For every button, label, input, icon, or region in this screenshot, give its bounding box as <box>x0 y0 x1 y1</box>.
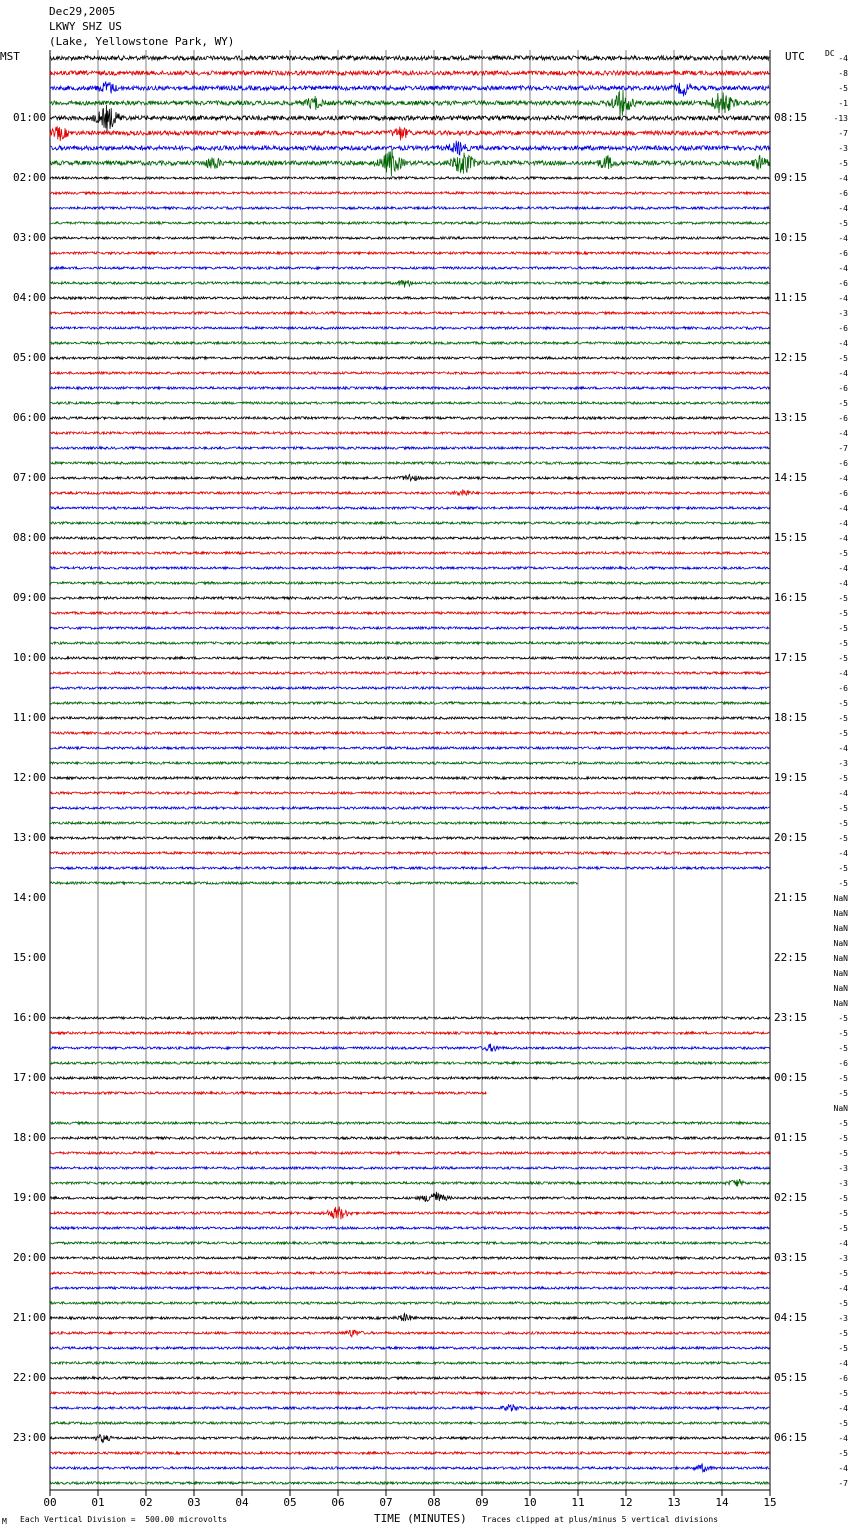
clip-note: Traces clipped at plus/minus 5 vertical divisions <box>482 1515 719 1524</box>
x-tick-label: 01 <box>91 1496 105 1509</box>
trace-72 <box>50 1137 769 1139</box>
dc-offset: -5 <box>838 1029 848 1038</box>
dc-offset: -5 <box>838 774 848 783</box>
dc-offset: -4 <box>838 264 848 273</box>
trace-23 <box>50 402 769 404</box>
left-hour-label: 16:00 <box>13 1011 47 1024</box>
trace-80 <box>50 1257 769 1259</box>
dc-offset: -3 <box>838 1314 848 1323</box>
dc-offset: -4 <box>838 519 848 528</box>
trace-39 <box>50 642 769 644</box>
dc-offset: -5 <box>838 804 848 813</box>
trace-49 <box>50 792 769 794</box>
trace-52 <box>50 837 769 839</box>
right-hour-label: 20:15 <box>774 831 808 844</box>
left-hour-label: 18:00 <box>13 1131 47 1144</box>
dc-offset: -4 <box>838 1464 848 1473</box>
dc-offset: -5 <box>838 639 848 648</box>
right-hour-label: 23:15 <box>774 1011 808 1024</box>
trace-41 <box>50 672 769 674</box>
dc-offset: -5 <box>838 1299 848 1308</box>
right-hour-label: 09:15 <box>774 171 808 184</box>
right-hour-label: 21:15 <box>774 891 808 904</box>
trace-65 <box>50 1032 769 1034</box>
trace-0 <box>50 56 769 60</box>
dc-offset: -3 <box>838 144 848 153</box>
x-tick-label: 06 <box>331 1496 345 1509</box>
dc-offset: -4 <box>838 1284 848 1293</box>
trace-47 <box>50 762 769 764</box>
right-hour-label: 03:15 <box>774 1251 808 1264</box>
left-hour-label: 04:00 <box>13 291 47 304</box>
trace-21 <box>50 372 769 374</box>
trace-48 <box>50 777 769 779</box>
x-tick-label: 08 <box>427 1496 441 1509</box>
trace-38 <box>50 627 769 629</box>
dc-offset: -5 <box>838 819 848 828</box>
left-hour-label: 20:00 <box>13 1251 47 1264</box>
right-hour-label: 01:15 <box>774 1131 808 1144</box>
dc-offset: -5 <box>838 1224 848 1233</box>
trace-8 <box>50 177 769 179</box>
right-hour-label: 22:15 <box>774 951 808 964</box>
dc-offset: -4 <box>838 789 848 798</box>
trace-5 <box>50 126 769 141</box>
x-tick-label: 02 <box>139 1496 153 1509</box>
left-hour-label: 06:00 <box>13 411 47 424</box>
dc-offset: -6 <box>838 324 848 333</box>
dc-offset: -4 <box>838 369 848 378</box>
trace-71 <box>50 1122 769 1124</box>
dc-offset: -5 <box>838 729 848 738</box>
trace-44 <box>50 717 769 719</box>
dc-offset: -3 <box>838 1254 848 1263</box>
trace-88 <box>50 1377 769 1379</box>
trace-82 <box>50 1287 769 1289</box>
dc-offset: -4 <box>838 564 848 573</box>
dc-offset: -5 <box>838 594 848 603</box>
trace-40 <box>50 657 769 659</box>
header-location: (Lake, Yellowstone Park, WY) <box>49 35 235 48</box>
trace-95 <box>50 1482 769 1484</box>
trace-37 <box>50 612 769 614</box>
x-tick-label: 09 <box>475 1496 489 1509</box>
trace-50 <box>50 807 769 809</box>
trace-84 <box>50 1313 769 1321</box>
dc-offset: -5 <box>838 834 848 843</box>
trace-76 <box>50 1192 769 1202</box>
x-axis-title: TIME (MINUTES) <box>374 1512 467 1525</box>
trace-15 <box>50 280 769 288</box>
dc-offset: NaN <box>833 1104 848 1113</box>
right-hour-label: 16:15 <box>774 591 808 604</box>
right-hour-label: 08:15 <box>774 111 808 124</box>
right-hour-label: 19:15 <box>774 771 808 784</box>
trace-93 <box>50 1452 769 1454</box>
dc-offset: -4 <box>838 579 848 588</box>
right-hour-label: 17:15 <box>774 651 808 664</box>
trace-1 <box>50 71 769 75</box>
trace-46 <box>50 747 769 749</box>
right-hour-label: 10:15 <box>774 231 808 244</box>
right-hour-label: 04:15 <box>774 1311 808 1324</box>
x-tick-label: 03 <box>187 1496 201 1509</box>
trace-90 <box>50 1404 769 1411</box>
trace-64 <box>50 1017 769 1019</box>
trace-33 <box>50 552 769 554</box>
dc-offset: -5 <box>838 1074 848 1083</box>
trace-53 <box>50 852 769 854</box>
dc-offset: -4 <box>838 174 848 183</box>
dc-offset: -5 <box>838 1449 848 1458</box>
dc-offset: -6 <box>838 384 848 393</box>
header-date: Dec29,2005 <box>49 5 116 18</box>
trace-27 <box>50 462 769 464</box>
dc-offset: -6 <box>838 1374 848 1383</box>
dc-offset: -4 <box>838 849 848 858</box>
x-tick-label: 12 <box>619 1496 633 1509</box>
dc-offset: -5 <box>838 1044 848 1053</box>
left-hour-label: 11:00 <box>13 711 47 724</box>
dc-offset: -4 <box>838 534 848 543</box>
trace-75 <box>50 1179 769 1186</box>
x-tick-label: 11 <box>571 1496 585 1509</box>
dc-offset: -4 <box>838 234 848 243</box>
trace-55 <box>50 882 577 884</box>
left-hour-label: 08:00 <box>13 531 47 544</box>
scale-note: Each Vertical Division = 500.00 microvolts <box>20 1515 228 1524</box>
trace-14 <box>50 267 769 269</box>
trace-66 <box>50 1044 769 1052</box>
trace-42 <box>50 687 769 689</box>
left-hour-label: 19:00 <box>13 1191 47 1204</box>
x-tick-label: 13 <box>667 1496 681 1509</box>
dc-offset: -5 <box>838 654 848 663</box>
dc-offset: -6 <box>838 684 848 693</box>
dc-offset: -5 <box>838 549 848 558</box>
dc-offset: -3 <box>838 309 848 318</box>
trace-35 <box>50 582 769 584</box>
trace-9 <box>50 192 769 194</box>
dc-offset: -4 <box>838 1434 848 1443</box>
right-hour-label: 18:15 <box>774 711 808 724</box>
trace-36 <box>50 597 769 599</box>
dc-offset: -5 <box>838 879 848 888</box>
left-hour-label: 09:00 <box>13 591 47 604</box>
x-axis <box>43 1490 776 1509</box>
dc-offset: NaN <box>833 969 848 978</box>
trace-22 <box>50 387 769 389</box>
dc-offset: -5 <box>838 1209 848 1218</box>
dc-offset: -5 <box>838 399 848 408</box>
left-hour-label: 05:00 <box>13 351 47 364</box>
dc-offset: -4 <box>838 504 848 513</box>
trace-19 <box>50 342 769 344</box>
right-axis-label: UTC <box>785 50 805 63</box>
dc-offset: -3 <box>838 1179 848 1188</box>
trace-81 <box>50 1272 769 1274</box>
trace-73 <box>50 1152 769 1154</box>
dc-offset: NaN <box>833 894 848 903</box>
dc-offset: -4 <box>838 744 848 753</box>
dc-offset: -5 <box>838 1194 848 1203</box>
dc-offset: -5 <box>838 1389 848 1398</box>
trace-92 <box>50 1435 769 1443</box>
dc-offset: -5 <box>838 1329 848 1338</box>
trace-30 <box>50 507 769 509</box>
dc-offset: -5 <box>838 1089 848 1098</box>
x-tick-label: 05 <box>283 1496 297 1509</box>
trace-group <box>50 56 769 1484</box>
trace-94 <box>50 1463 769 1472</box>
dc-offset: -5 <box>838 609 848 618</box>
trace-85 <box>50 1330 769 1337</box>
dc-offset: -3 <box>838 1164 848 1173</box>
trace-83 <box>50 1302 769 1304</box>
trace-45 <box>50 732 769 734</box>
dc-offset: -5 <box>838 1419 848 1428</box>
x-tick-label: 14 <box>715 1496 729 1509</box>
right-hour-label: 06:15 <box>774 1431 808 1444</box>
x-tick-label: 07 <box>379 1496 393 1509</box>
dc-offset: -5 <box>838 159 848 168</box>
trace-77 <box>50 1206 769 1219</box>
dc-offset: -4 <box>838 204 848 213</box>
trace-25 <box>50 432 769 434</box>
left-hour-label: 12:00 <box>13 771 47 784</box>
dc-offset: -4 <box>838 669 848 678</box>
left-hour-label: 22:00 <box>13 1371 47 1384</box>
trace-87 <box>50 1362 769 1364</box>
dc-offset: -4 <box>838 429 848 438</box>
dc-offset: -5 <box>838 1119 848 1128</box>
trace-2 <box>50 82 769 97</box>
dc-offset: -6 <box>838 489 848 498</box>
trace-4 <box>50 105 769 133</box>
dc-offset: -8 <box>838 69 848 78</box>
right-hour-label: 02:15 <box>774 1191 808 1204</box>
dc-offset: -5 <box>838 699 848 708</box>
trace-24 <box>50 417 769 419</box>
trace-3 <box>50 90 769 117</box>
left-hour-label: 21:00 <box>13 1311 47 1324</box>
trace-67 <box>50 1062 769 1064</box>
trace-28 <box>50 475 769 481</box>
trace-26 <box>50 447 769 449</box>
trace-11 <box>50 222 769 224</box>
right-hour-label: 11:15 <box>774 291 808 304</box>
dc-offset: -4 <box>838 474 848 483</box>
dc-offset: -6 <box>838 459 848 468</box>
dc-offset: -6 <box>838 1059 848 1068</box>
dc-offset: -4 <box>838 294 848 303</box>
right-hour-label: 05:15 <box>774 1371 808 1384</box>
trace-13 <box>50 252 769 254</box>
left-hour-label: 13:00 <box>13 831 47 844</box>
trace-51 <box>50 822 769 824</box>
dc-offset: -6 <box>838 189 848 198</box>
dc-offset: -5 <box>838 1149 848 1158</box>
dc-offset: -5 <box>838 84 848 93</box>
dc-offset: -13 <box>833 114 848 123</box>
right-hour-label: 12:15 <box>774 351 808 364</box>
trace-10 <box>50 207 769 209</box>
x-tick-label: 00 <box>43 1496 57 1509</box>
dc-offset: -6 <box>838 279 848 288</box>
left-hour-label: 02:00 <box>13 171 47 184</box>
trace-68 <box>50 1077 769 1079</box>
dc-offset: -7 <box>838 444 848 453</box>
x-tick-label: 10 <box>523 1496 537 1509</box>
trace-7 <box>50 149 769 176</box>
trace-20 <box>50 357 769 359</box>
trace-79 <box>50 1242 769 1244</box>
dc-offset: -4 <box>838 1239 848 1248</box>
trace-31 <box>50 522 769 524</box>
right-hour-label: 00:15 <box>774 1071 808 1084</box>
dc-offset: -6 <box>838 414 848 423</box>
dc-offset: NaN <box>833 984 848 993</box>
trace-29 <box>50 489 769 495</box>
dc-offset: NaN <box>833 909 848 918</box>
trace-89 <box>50 1392 769 1394</box>
dc-offset: NaN <box>833 954 848 963</box>
corner-mark: M <box>2 1517 7 1526</box>
dc-offset: -4 <box>838 1359 848 1368</box>
dc-offset: -6 <box>838 249 848 258</box>
dc-offset: -5 <box>838 1269 848 1278</box>
dc-offset: -5 <box>838 354 848 363</box>
dc-offset: NaN <box>833 999 848 1008</box>
left-hour-label: 17:00 <box>13 1071 47 1084</box>
dc-offset: -5 <box>838 219 848 228</box>
dc-offset: -3 <box>838 759 848 768</box>
dc-offset: -7 <box>838 129 848 138</box>
left-hour-label: 03:00 <box>13 231 47 244</box>
trace-34 <box>50 567 769 569</box>
dc-offset: -4 <box>838 339 848 348</box>
dc-offset: -4 <box>838 54 848 63</box>
dc-offset: -5 <box>838 1344 848 1353</box>
trace-12 <box>50 237 769 239</box>
trace-69 <box>50 1092 486 1094</box>
trace-17 <box>50 312 769 314</box>
left-hour-label: 01:00 <box>13 111 47 124</box>
dc-offset: -5 <box>838 1134 848 1143</box>
dc-offset: -4 <box>838 1404 848 1413</box>
trace-32 <box>50 537 769 539</box>
right-hour-label: 15:15 <box>774 531 808 544</box>
right-hour-label: 13:15 <box>774 411 808 424</box>
left-hour-label: 10:00 <box>13 651 47 664</box>
trace-18 <box>50 327 769 329</box>
dc-offset: -1 <box>838 99 848 108</box>
left-hour-label: 14:00 <box>13 891 47 904</box>
left-axis-label: MST <box>0 50 20 63</box>
dc-offset: -5 <box>838 624 848 633</box>
x-tick-label: 15 <box>763 1496 777 1509</box>
dc-offset: -5 <box>838 1014 848 1023</box>
left-hour-label: 15:00 <box>13 951 47 964</box>
trace-54 <box>50 867 769 869</box>
right-hour-label: 14:15 <box>774 471 808 484</box>
dc-offset: NaN <box>833 924 848 933</box>
dc-offset: -5 <box>838 864 848 873</box>
header-station: LKWY SHZ US <box>49 20 122 33</box>
trace-86 <box>50 1347 769 1349</box>
dc-offset: -7 <box>838 1479 848 1488</box>
trace-78 <box>50 1227 769 1229</box>
left-hour-label: 07:00 <box>13 471 47 484</box>
dc-label: DC <box>825 49 835 58</box>
trace-91 <box>50 1422 769 1424</box>
dc-offset: NaN <box>833 939 848 948</box>
trace-74 <box>50 1167 769 1169</box>
trace-6 <box>50 141 769 155</box>
left-hour-label: 23:00 <box>13 1431 47 1444</box>
trace-16 <box>50 297 769 299</box>
x-tick-label: 04 <box>235 1496 249 1509</box>
trace-43 <box>50 702 769 704</box>
dc-offset: -5 <box>838 714 848 723</box>
